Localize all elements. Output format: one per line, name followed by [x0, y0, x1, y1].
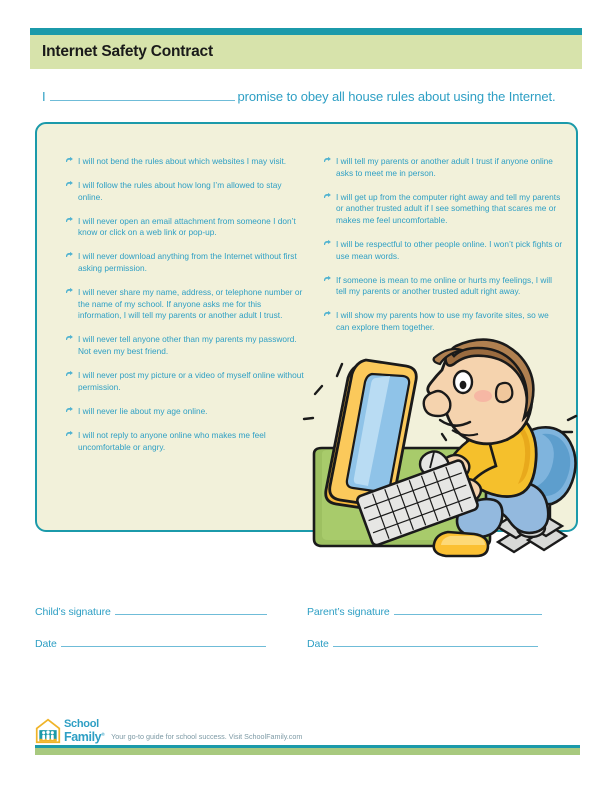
promise-statement: [42, 88, 582, 104]
child-signature-column: [35, 604, 307, 668]
curved-arrow-icon: [323, 192, 333, 202]
curved-arrow-icon: [65, 334, 75, 344]
parent-date-row: [307, 636, 579, 650]
rules-left-column: [65, 156, 305, 532]
header-band: [30, 35, 582, 69]
parent-signature-row: [307, 604, 579, 618]
list-item: [65, 287, 305, 322]
curved-arrow-icon: [323, 239, 333, 249]
rule-text: I will never lie about my age online.: [78, 405, 208, 416]
rule-text: I will never download anything from the Internet without first asking permission.: [78, 251, 297, 274]
list-item: [65, 430, 305, 453]
list-item: [65, 370, 305, 393]
parent-signature-column: [307, 604, 579, 668]
child-date-input[interactable]: [61, 636, 266, 647]
rule-text: I will show my parents how to use my favorite sites, so we can explore them together.: [336, 310, 549, 332]
curved-arrow-icon: [65, 406, 75, 416]
parent-signature-input[interactable]: [394, 604, 542, 615]
schoolfamily-logo[interactable]: [35, 718, 104, 744]
rules-content: [35, 122, 578, 532]
curved-arrow-icon: [323, 156, 333, 166]
rules-list-left: [65, 156, 305, 453]
curved-arrow-icon: [65, 251, 75, 261]
page-header: [30, 28, 582, 69]
parent-date-input[interactable]: [333, 636, 538, 647]
list-item: [323, 310, 563, 333]
promise-name-input[interactable]: [50, 88, 235, 101]
list-item: [65, 216, 305, 239]
promise-prefix: I: [42, 89, 46, 104]
list-item: [65, 334, 305, 357]
rule-text: I will never post my picture or a video of myself online without permission.: [78, 370, 304, 392]
footer-green-bar: [35, 748, 580, 756]
curved-arrow-icon: [65, 370, 75, 380]
rule-text: I will be respectful to other people online. I won’t pick fights or use mean words.: [336, 238, 563, 261]
logo-family-text: Family®: [64, 729, 105, 744]
rule-text: I will never open an email attachment from someone I don’t know or click on a web link or pop-up.: [78, 215, 296, 238]
curved-arrow-icon: [65, 430, 75, 440]
rules-list-right: [323, 156, 563, 334]
list-item: [65, 251, 305, 274]
logo-wordmark: [64, 719, 104, 744]
curved-arrow-icon: [65, 180, 75, 190]
header-top-rule: [30, 28, 582, 35]
child-date-row: [35, 636, 307, 650]
rule-text: If someone is mean to me online or hurts my feelings, I will tell my parents or another trusted adult right away.: [336, 274, 552, 297]
child-date-label: Date: [35, 638, 57, 650]
list-item: [65, 156, 305, 168]
rule-text: I will never share my name, address, or telephone number or the name of my school. If anyone asks me for this information, I will tell my parents or another adult I trust.: [78, 287, 303, 321]
rule-text: I will tell my parents or another adult I trust if anyone online asks to meet me in person.: [336, 156, 553, 178]
curved-arrow-icon: [323, 310, 333, 320]
rule-text: I will never tell anyone other than my parents my password. Not even my best friend.: [78, 334, 297, 357]
curved-arrow-icon: [65, 287, 75, 297]
logo-trademark: ®: [101, 731, 105, 737]
child-signature-input[interactable]: [115, 604, 267, 615]
parent-date-label: Date: [307, 638, 329, 650]
rules-right-column: [323, 156, 563, 532]
curved-arrow-icon: [323, 275, 333, 285]
logo-school-text: School: [64, 717, 99, 730]
list-item: [323, 275, 563, 298]
child-signature-label: Child’s signature: [35, 606, 111, 618]
footer-content: [35, 712, 580, 744]
page-title: Internet Safety Contract: [42, 43, 213, 60]
child-signature-row: [35, 604, 307, 618]
list-item: [323, 239, 563, 262]
house-family-icon: [35, 718, 61, 744]
rule-text: I will not reply to anyone online who makes me feel uncomfortable or angry.: [78, 429, 266, 452]
rule-text: I will not bend the rules about which websites I may visit.: [78, 156, 287, 166]
rule-text: I will get up from the computer right away and tell my parents or another trusted adult if I see something that scares me or makes me feel uncomfortable.: [336, 191, 561, 225]
footer-tagline: Your go-to guide for school success. Visit SchoolFamily.com: [111, 732, 303, 741]
promise-suffix: promise to obey all house rules about using the Internet.: [237, 89, 556, 104]
list-item: [323, 192, 563, 227]
list-item: [65, 406, 305, 418]
parent-signature-label: Parent’s signature: [307, 606, 390, 618]
signature-block: [35, 604, 580, 668]
list-item: [323, 156, 563, 179]
curved-arrow-icon: [65, 156, 75, 166]
rule-text: I will follow the rules about how long I’m allowed to stay online.: [78, 180, 282, 202]
page-footer: [35, 712, 580, 757]
curved-arrow-icon: [65, 216, 75, 226]
list-item: [65, 180, 305, 203]
